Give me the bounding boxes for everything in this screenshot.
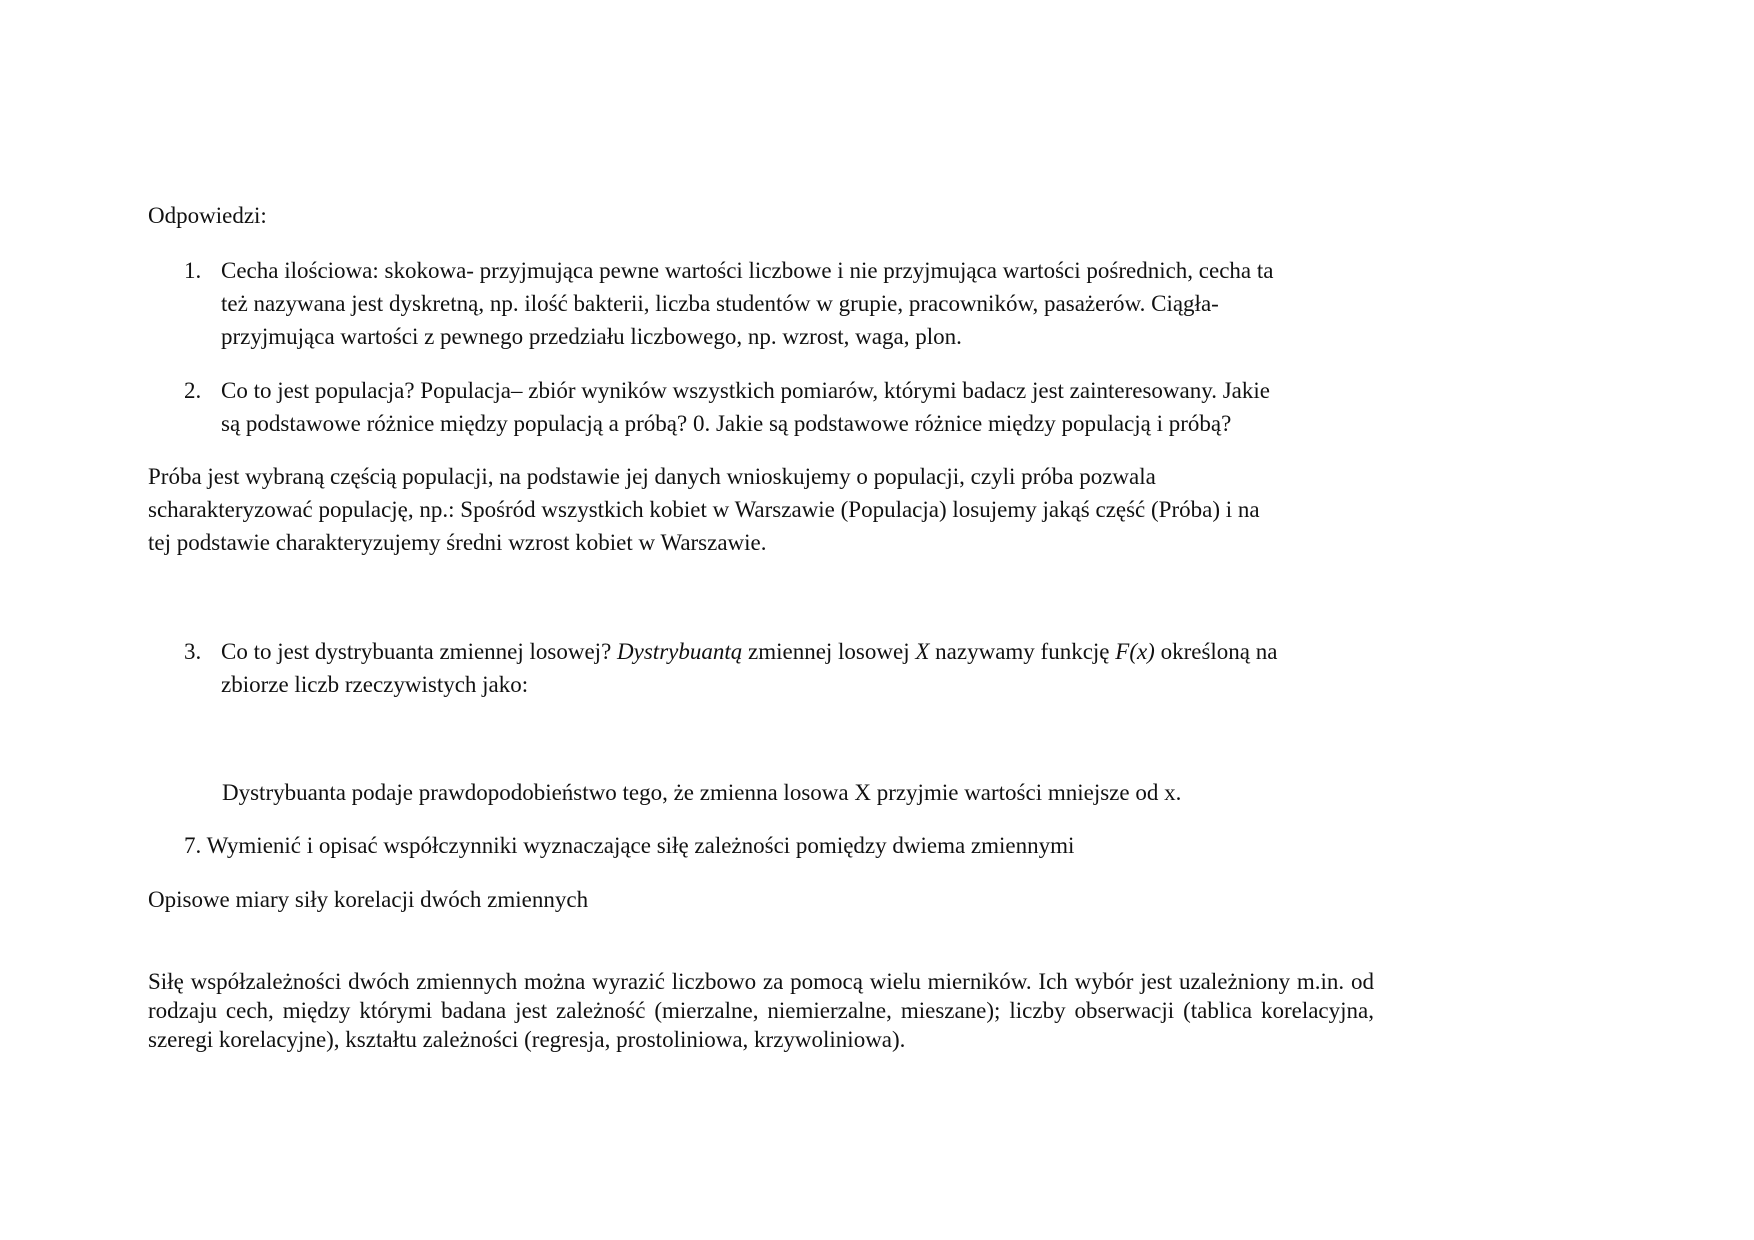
term-dystrybuanta: Dystrybuantą	[617, 639, 743, 664]
heading-odpowiedzi: Odpowiedzi:	[148, 203, 267, 228]
item-number: 3.	[184, 639, 202, 664]
item-2-line-1: Co to jest populacja? Populacja– zbiór wyników wszystkich pomiarów, którymi badacz jest zainteresowany. Jakie	[221, 378, 1270, 403]
item-2-line-2: są podstawowe różnice między populacją a próbą? 0. Jakie są podstawowe różnice między populacją i próbą?	[221, 411, 1232, 436]
dystrybuanta-note: Dystrybuanta podaje prawdopodobieństwo tego, że zmienna losowa X przyjmie wartości mniejsze od x.	[222, 780, 1182, 805]
item-1-line-2: też nazywana jest dyskretną, np. ilość bakterii, liczba studentów w grupie, pracowników, pasażerów. Ciągła-	[221, 291, 1219, 316]
item-number: 2.	[184, 378, 202, 403]
item-3-text-a: Co to jest dystrybuanta zmiennej losowej?	[221, 639, 618, 664]
item-3-line-2: zbiorze liczb rzeczywistych jako:	[221, 672, 529, 697]
proba-line-3: tej podstawie charakteryzujemy średni wzrost kobiet w Warszawie.	[148, 530, 767, 555]
var-x: X	[915, 639, 930, 664]
item-number: 1.	[184, 258, 202, 283]
item-3-line-1	[221, 635, 1277, 668]
item-3-text-g: określoną na	[1154, 639, 1278, 664]
item-3-text-e: nazywamy funkcję	[929, 639, 1116, 664]
item-3-text-c: zmiennej losowej	[742, 639, 916, 664]
item-1-line-3: przyjmująca wartości z pewnego przedziału liczbowego, np. wzrost, waga, plon.	[221, 324, 962, 349]
subheading-opisowe-miary: Opisowe miary siły korelacji dwóch zmiennych	[148, 887, 589, 912]
proba-line-2: scharakteryzować populację, np.: Spośród wszystkich kobiet w Warszawie (Populacja) losujemy jakąś część (Próba) i na	[148, 497, 1260, 522]
proba-line-1: Próba jest wybraną częścią populacji, na podstawie jej danych wnioskujemy o populacji, czyli próba pozwala	[148, 464, 1156, 489]
final-paragraph: Siłę współzależności dwóch zmiennych można wyrazić liczbowo za pomocą wielu mierników. Ich wybór jest uzależniony m.in. od rodzaju cech, między którymi badana jest zależność (mierzalne, niemierzalne, mieszane); liczby obserwacji (tablica korelacyjna, szeregi korelacyjne), kształtu zależności (regresja, prostoliniowa, krzywoliniowa).	[148, 969, 1374, 1052]
item-7-heading: 7. Wymienić i opisać współczynniki wyznaczające siłę zależności pomiędzy dwiema zmiennymi	[184, 833, 1075, 858]
fn-fx: F(x)	[1115, 639, 1155, 664]
item-1-line-1: Cecha ilościowa: skokowa- przyjmująca pewne wartości liczbowe i nie przyjmująca wartości pośrednich, cecha ta	[221, 258, 1274, 283]
